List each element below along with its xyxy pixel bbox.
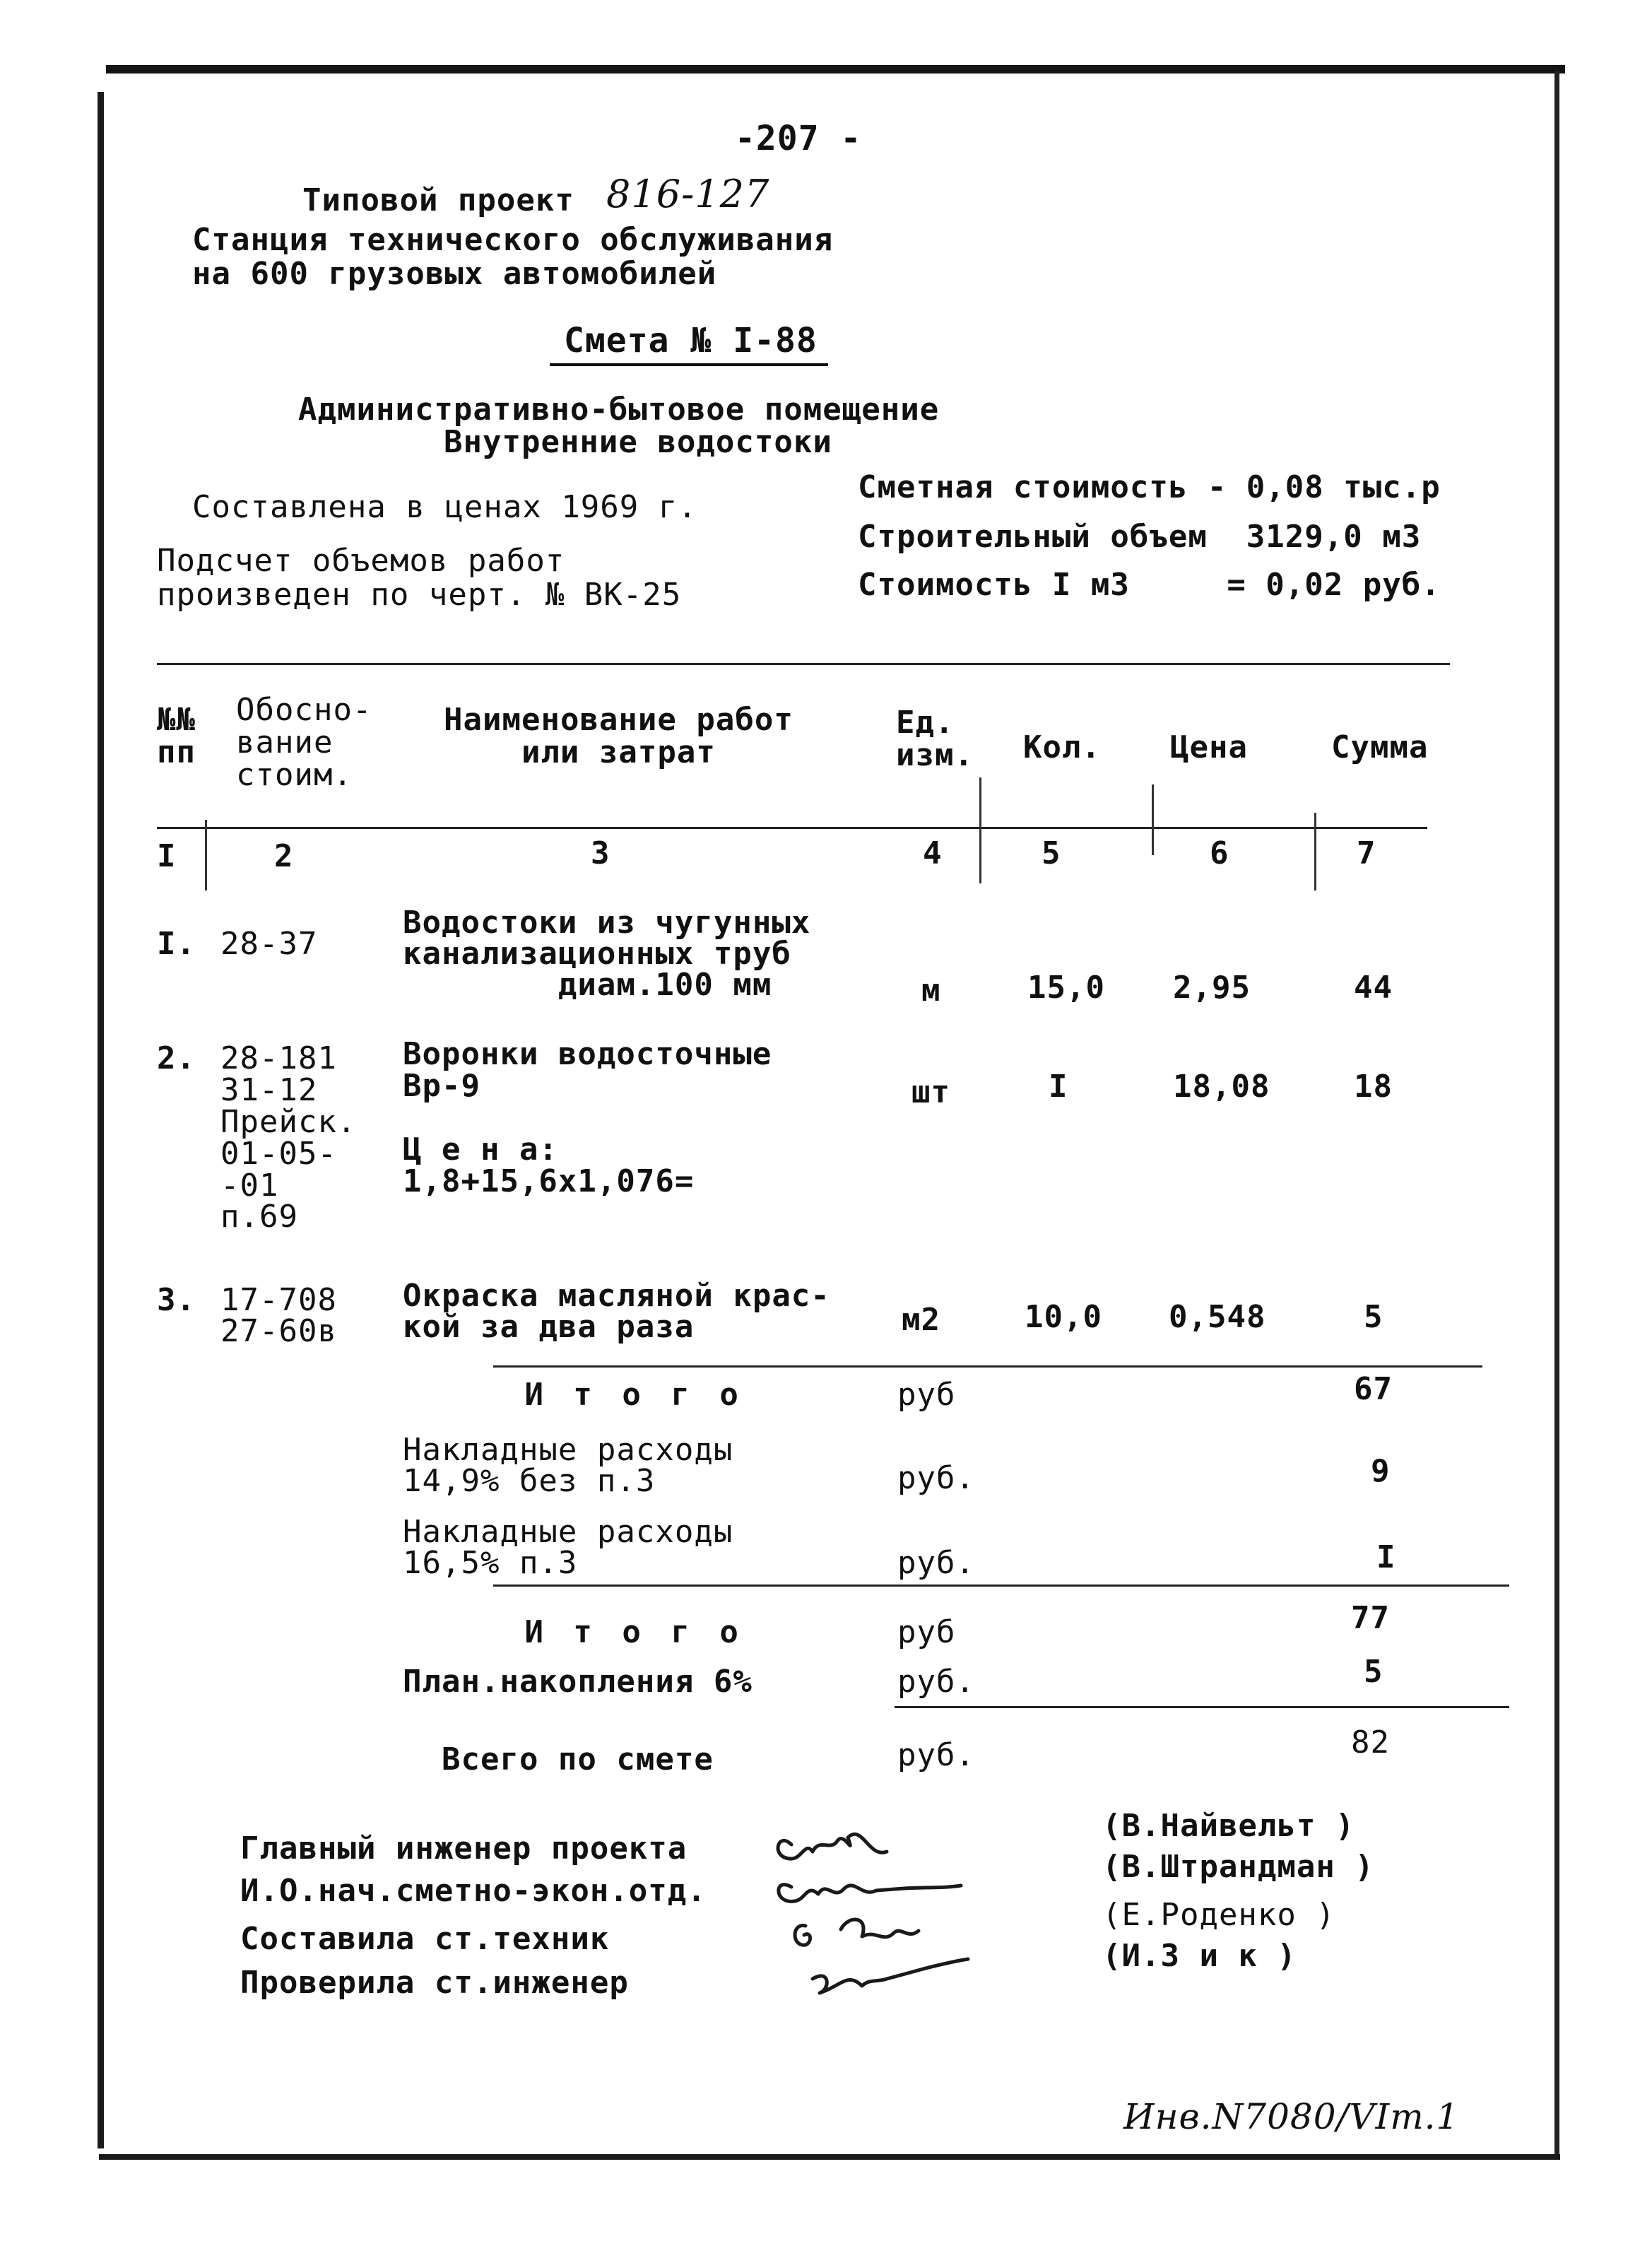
unit-cost: Стоимость I м3 = 0,02 руб. xyxy=(858,567,1441,603)
total-sum: 67 xyxy=(1354,1371,1393,1407)
table-top-rule xyxy=(157,663,1450,665)
total-unit: руб. xyxy=(897,1460,975,1496)
row-price: 0,548 xyxy=(1169,1299,1266,1335)
row-price: 2,95 xyxy=(1173,970,1251,1006)
col-sep-4 xyxy=(979,777,981,883)
row-unit: м xyxy=(921,972,941,1009)
total-name: И т о г о xyxy=(403,1614,744,1650)
frame-right-border xyxy=(1554,71,1559,2156)
row-name: Окраска масляной крас- кой за два раза xyxy=(403,1278,830,1345)
row-basis: 17-708 27-60в xyxy=(220,1282,337,1349)
row-qty: 15,0 xyxy=(1027,970,1105,1006)
col-sep-6 xyxy=(1314,813,1316,890)
row-unit: шт xyxy=(911,1074,950,1110)
row-name: Водостоки из чугунных канализационных труб диам.100 мм xyxy=(403,905,811,1003)
total-name: Накладные расходы 14,9% без п.3 xyxy=(403,1432,733,1499)
total-name: Всего по смете xyxy=(403,1741,714,1777)
estimated-cost: Сметная стоимость - 0,08 тыс.р xyxy=(858,469,1441,505)
header-name: Наименование работ или затрат xyxy=(444,702,793,771)
page-number: -207 - xyxy=(735,119,862,158)
column-number-rule xyxy=(157,827,1427,829)
colnum-3: 3 xyxy=(591,835,610,871)
estimate-title-underline xyxy=(550,363,828,366)
row-num: 2. xyxy=(157,1040,196,1076)
row-unit: м2 xyxy=(902,1302,940,1338)
subtotal-rule-1b xyxy=(493,1365,1482,1368)
header-basis: Обосно- вание стоим. xyxy=(236,692,372,794)
calc-line1: Подсчет объемов работ xyxy=(157,543,565,579)
inventory-number: Инв.N7080/VIт.1 xyxy=(1123,2096,1460,2137)
subtotal-rule-3 xyxy=(895,1706,1509,1708)
total-name: И т о г о xyxy=(403,1377,744,1413)
total-sum: 5 xyxy=(1364,1654,1383,1690)
total-name: Накладные расходы 16,5% п.3 xyxy=(403,1514,733,1581)
signature-name: (И.З и к ) xyxy=(1102,1938,1297,1974)
subtotal-rule-2 xyxy=(493,1584,1509,1587)
total-unit: руб xyxy=(897,1614,956,1650)
signature-role: Проверила ст.инженер xyxy=(240,1965,629,2001)
header-qty: Кол. xyxy=(1023,729,1101,765)
colnum-6: 6 xyxy=(1210,835,1229,871)
total-sum: I xyxy=(1376,1539,1396,1575)
project-line3: на 600 грузовых автомобилей xyxy=(192,256,717,292)
signature-role: И.О.нач.сметно-экон.отд. xyxy=(240,1873,707,1909)
colnum-2: 2 xyxy=(274,838,294,874)
handwritten-signatures xyxy=(763,1809,1003,2035)
colnum-4: 4 xyxy=(923,835,943,871)
col-sep-1 xyxy=(205,820,207,890)
calc-line2: произведен по черт. № ВК-25 xyxy=(157,577,682,613)
colnum-7: 7 xyxy=(1357,835,1376,871)
total-sum: 77 xyxy=(1351,1600,1390,1636)
total-unit: руб. xyxy=(897,1664,975,1700)
col-sep-5 xyxy=(1152,784,1154,855)
estimate-subtitle-1: Административно-бытовое помещение xyxy=(298,392,940,428)
row-sum: 18 xyxy=(1354,1069,1393,1105)
row-num: 3. xyxy=(157,1282,196,1318)
header-num: №№ пп xyxy=(157,702,196,771)
total-name: План.накопления 6% xyxy=(403,1664,753,1700)
estimate-title: Смета № I-88 xyxy=(564,321,818,360)
project-line2: Станция технического обслуживания xyxy=(192,222,834,258)
header-unit: Ед. изм. xyxy=(896,705,974,774)
frame-left-border xyxy=(98,92,104,2148)
prices-year: Составлена в ценах 1969 г. xyxy=(192,489,697,525)
row-price: 18,08 xyxy=(1173,1069,1270,1105)
project-label: Типовой проект xyxy=(302,182,574,218)
signature-role: Составила ст.техник xyxy=(240,1921,610,1957)
frame-bottom-border xyxy=(99,2154,1560,2160)
signature-role: Главный инженер проекта xyxy=(240,1830,688,1866)
header-sum: Сумма xyxy=(1331,729,1429,765)
signature-name: (В.Найвельт ) xyxy=(1102,1808,1355,1844)
row-name: Воронки водосточные Вр-9 Ц е н а: 1,8+15,6х1,076= xyxy=(403,1036,772,1199)
frame-top-border xyxy=(106,65,1565,74)
total-unit: руб xyxy=(897,1377,956,1413)
row-num: I. xyxy=(157,926,196,962)
total-sum: 9 xyxy=(1371,1453,1391,1489)
signature-name: (Е.Роденко ) xyxy=(1102,1897,1335,1933)
row-sum: 44 xyxy=(1354,970,1393,1006)
row-basis: 28-181 31-12 Прейск. 01-05- -01 п.69 xyxy=(220,1040,357,1235)
estimate-subtitle-2: Внутренние водостоки xyxy=(444,424,832,460)
row-qty: I xyxy=(1049,1069,1068,1105)
total-sum: 82 xyxy=(1351,1724,1390,1760)
row-qty: 10,0 xyxy=(1025,1299,1102,1335)
colnum-1: I xyxy=(157,838,177,874)
row-sum: 5 xyxy=(1364,1299,1383,1335)
signature-name: (В.Штрандман ) xyxy=(1102,1849,1374,1885)
colnum-5: 5 xyxy=(1042,835,1061,871)
project-number: 816-127 xyxy=(606,172,770,216)
total-unit: руб. xyxy=(897,1545,975,1581)
building-volume: Строительный объем 3129,0 м3 xyxy=(858,519,1422,555)
row-basis: 28-37 xyxy=(220,926,318,962)
header-price: Цена xyxy=(1170,729,1248,765)
total-unit: руб. xyxy=(897,1737,975,1773)
